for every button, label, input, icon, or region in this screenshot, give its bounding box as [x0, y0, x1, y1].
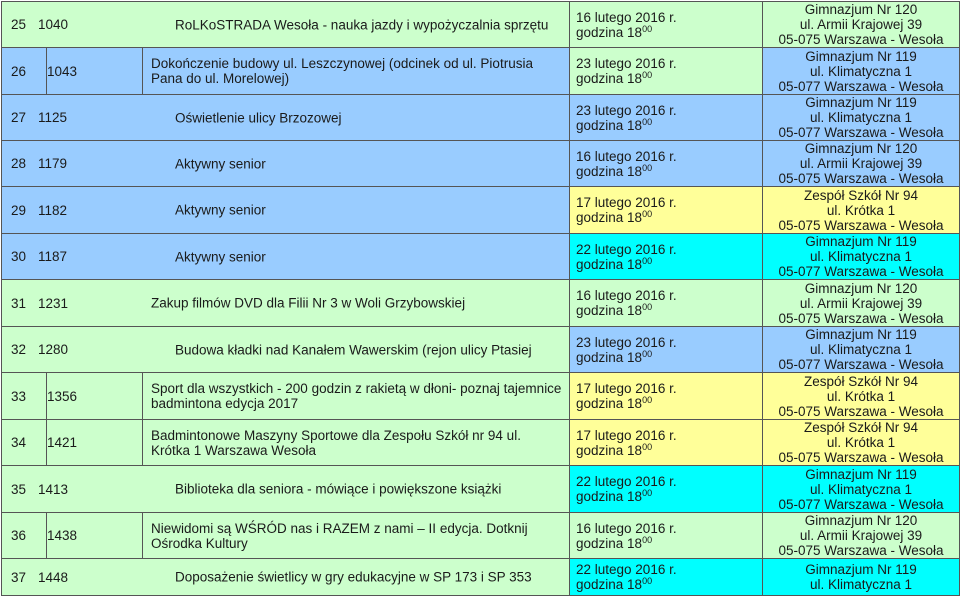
project-name: Biblioteka dla seniora - mówiące i powiększone książki	[175, 481, 502, 497]
project-cell	[2, 2, 570, 48]
meeting-hour: godzina 18	[576, 117, 643, 133]
row-number: 31	[11, 295, 27, 311]
project-name-cell	[143, 420, 570, 466]
meeting-time	[576, 257, 762, 272]
venue-cell	[763, 234, 960, 280]
venue-cell	[763, 141, 960, 187]
meeting-date: 22 lutego 2016 r.	[576, 474, 677, 489]
meeting-minutes: 00	[642, 209, 653, 219]
meeting-date: 22 lutego 2016 r.	[576, 241, 677, 257]
meeting-minutes: 00	[642, 116, 653, 127]
meeting-time	[576, 118, 762, 133]
meeting-date: 23 lutego 2016 r.	[576, 334, 677, 350]
meeting-hour: godzina 18	[576, 303, 643, 318]
venue-street: ul. Armii Krajowej 39	[799, 156, 923, 171]
table-row	[2, 2, 960, 48]
venue-name: Gimnazjum Nr 119	[805, 562, 917, 577]
project-name: Aktywny senior	[175, 202, 266, 218]
meeting-hour: godzina 18	[576, 535, 643, 551]
row-number: 35	[11, 481, 27, 497]
project-id: 1040	[38, 17, 69, 32]
venue-street: ul. Klimatyczna 1	[809, 577, 913, 592]
venue-cell	[763, 466, 960, 513]
venue-name: Gimnazjum Nr 119	[805, 234, 917, 249]
row-number: 33	[11, 388, 27, 404]
row-number: 27	[11, 110, 27, 125]
date-cell	[570, 466, 763, 513]
meeting-date: 16 lutego 2016 r.	[576, 9, 677, 25]
venue-name: Zespół Szkół Nr 94	[803, 373, 919, 389]
project-id: 1231	[38, 295, 69, 311]
project-name: Doposażenie świetlicy w gry edukacyjne w SP 173 i SP 353	[175, 569, 532, 585]
meeting-minutes: 00	[642, 395, 653, 405]
project-name-cell	[143, 373, 570, 420]
venue-name: Gimnazjum Nr 119	[805, 327, 917, 342]
project-cell	[2, 187, 570, 234]
row-number: 26	[11, 63, 27, 79]
table-row	[2, 420, 960, 466]
venue-cell	[763, 559, 960, 596]
date-cell	[570, 141, 763, 187]
meeting-date: 17 lutego 2016 r.	[576, 427, 677, 443]
meeting-time	[576, 71, 762, 86]
venue-city: 05-075 Warszawa - Wesoła	[778, 217, 944, 233]
project-id-cell	[47, 420, 143, 466]
table-row	[2, 373, 960, 420]
table-row	[2, 234, 960, 280]
meeting-hour: godzina 18	[576, 163, 643, 179]
project-name-cell	[143, 513, 570, 559]
project-id: 1043	[47, 63, 78, 79]
table-row	[2, 280, 960, 327]
venue-street: ul. Armii Krajowej 39	[799, 295, 923, 311]
venue-cell	[763, 513, 960, 559]
venue-city: 05-075 Warszawa - Wesoła	[778, 310, 944, 326]
row-number: 36	[11, 528, 27, 543]
project-id: 1413	[38, 481, 69, 497]
date-cell	[570, 187, 763, 234]
meeting-minutes: 00	[642, 488, 653, 498]
venue-name: Zespół Szkół Nr 94	[803, 187, 919, 203]
meeting-hour: godzina 18	[576, 577, 643, 592]
project-id: 1280	[38, 342, 69, 357]
venue-street: ul. Krótka 1	[826, 388, 896, 404]
meeting-hour: godzina 18	[576, 396, 643, 411]
row-number-cell	[2, 373, 47, 420]
project-cell	[2, 466, 570, 513]
venue-street: ul. Klimatyczna 1	[809, 481, 913, 497]
meeting-minutes: 00	[642, 162, 653, 173]
venue-name: Gimnazjum Nr 120	[804, 513, 918, 528]
row-number: 28	[11, 156, 27, 171]
table-row	[2, 513, 960, 559]
table-row	[2, 466, 960, 513]
row-number: 32	[11, 342, 27, 357]
project-name: Budowa kładki nad Kanałem Wawerskim (rejon ulicy Ptasiej	[175, 342, 532, 357]
table-row	[2, 95, 960, 141]
date-cell	[570, 95, 763, 141]
meeting-date: 22 lutego 2016 r.	[576, 562, 677, 577]
venue-name: Gimnazjum Nr 119	[805, 466, 917, 482]
venue-city: 05-075 Warszawa - Wesoła	[778, 543, 944, 558]
project-id-cell	[47, 48, 143, 95]
row-number: 25	[11, 17, 27, 32]
meeting-date: 16 lutego 2016 r.	[576, 288, 677, 303]
venue-street: ul. Armii Krajowej 39	[799, 528, 923, 543]
meeting-time	[576, 577, 762, 592]
venue-city: 05-077 Warszawa - Wesoła	[778, 125, 944, 140]
project-cell	[2, 141, 570, 187]
project-id: 1187	[38, 249, 68, 264]
project-cell	[2, 234, 570, 280]
project-cell	[2, 95, 570, 141]
date-cell	[570, 327, 763, 373]
venue-name: Gimnazjum Nr 120	[804, 280, 918, 296]
meeting-minutes: 00	[642, 441, 653, 452]
venue-name: Gimnazjum Nr 119	[805, 95, 917, 110]
venue-street: ul. Armii Krajowej 39	[799, 17, 923, 32]
venue-city: 05-075 Warszawa - Wesoła	[778, 403, 944, 419]
project-name: Dokończenie budowy ul. Leszczynowej (odcinek od ul. Piotrusia Pana do ul. Morelowej)	[151, 56, 533, 86]
table-row	[2, 187, 960, 234]
meeting-date: 23 lutego 2016 r.	[576, 102, 677, 118]
table-row	[2, 559, 960, 596]
meeting-time	[576, 210, 762, 225]
project-name: Niewidomi są WŚRÓD nas i RAZEM z nami – II edycja. Dotknij Ośrodka Kultury	[151, 520, 528, 551]
venue-cell	[763, 280, 960, 327]
row-number: 30	[11, 249, 27, 264]
project-id: 1356	[47, 388, 78, 404]
meeting-minutes: 00	[642, 23, 653, 34]
date-cell	[570, 234, 763, 280]
date-cell	[570, 373, 763, 420]
project-name-cell	[143, 48, 570, 95]
date-cell	[570, 280, 763, 327]
venue-city: 05-077 Warszawa - Wesoła	[778, 357, 944, 372]
meeting-hour: godzina 18	[576, 210, 643, 225]
meeting-minutes: 00	[642, 70, 653, 80]
venue-street: ul. Klimatyczna 1	[809, 63, 913, 79]
project-id: 1421	[47, 435, 78, 450]
date-cell	[570, 559, 763, 596]
row-number: 34	[11, 435, 27, 450]
meeting-hour: godzina 18	[576, 256, 643, 272]
venue-city: 05-075 Warszawa - Wesoła	[778, 32, 944, 47]
project-id: 1438	[47, 528, 78, 543]
meeting-time	[576, 396, 762, 411]
project-name: Aktywny senior	[175, 249, 266, 264]
meeting-time	[576, 303, 762, 318]
meeting-hour: godzina 18	[576, 24, 643, 40]
venue-cell	[763, 187, 960, 234]
venue-cell	[763, 95, 960, 141]
venue-cell	[763, 327, 960, 373]
project-cell	[2, 327, 570, 373]
date-cell	[570, 2, 763, 48]
meeting-minutes: 00	[642, 255, 653, 266]
venue-name: Zespół Szkół Nr 94	[803, 420, 919, 435]
row-number-cell	[2, 48, 47, 95]
row-number-cell	[2, 513, 47, 559]
venue-city: 05-077 Warszawa - Wesoła	[778, 264, 944, 279]
venue-city: 05-077 Warszawa - Wesoła	[778, 78, 944, 94]
date-cell	[570, 48, 763, 95]
date-cell	[570, 513, 763, 559]
meeting-hour: godzina 18	[576, 489, 643, 504]
meeting-hour: godzina 18	[576, 71, 643, 86]
venue-street: ul. Klimatyczna 1	[809, 249, 913, 264]
venue-street: ul. Krótka 1	[826, 202, 896, 218]
row-number: 29	[11, 202, 27, 218]
venue-cell	[763, 48, 960, 95]
meeting-time	[576, 489, 762, 504]
venue-name: Gimnazjum Nr 119	[805, 48, 917, 64]
venue-street: ul. Krótka 1	[826, 435, 896, 450]
row-number: 37	[11, 569, 27, 585]
meeting-date: 16 lutego 2016 r.	[576, 520, 677, 536]
meeting-time	[576, 443, 762, 458]
project-name: Oświetlenie ulicy Brzozowej	[175, 110, 342, 125]
meeting-minutes: 00	[642, 534, 653, 545]
project-name: Zakup filmów DVD dla Filii Nr 3 w Woli Grzybowskiej	[151, 295, 466, 311]
meeting-minutes: 00	[642, 302, 653, 312]
schedule-table	[1, 1, 960, 596]
venue-cell	[763, 420, 960, 466]
table-row	[2, 327, 960, 373]
meeting-date: 23 lutego 2016 r.	[576, 56, 677, 71]
table-row	[2, 141, 960, 187]
project-name: Badmintonowe Maszyny Sportowe dla Zespołu Szkół nr 94 ul. Krótka 1 Warszawa Wesoła	[151, 427, 521, 458]
venue-city: 05-077 Warszawa - Wesoła	[778, 496, 944, 512]
meeting-hour: godzina 18	[576, 349, 643, 365]
project-id-cell	[47, 513, 143, 559]
date-cell	[570, 420, 763, 466]
venue-cell	[763, 373, 960, 420]
venue-name: Gimnazjum Nr 120	[804, 141, 918, 156]
meeting-date: 17 lutego 2016 r.	[576, 381, 677, 396]
meeting-minutes: 00	[642, 348, 653, 359]
project-cell	[2, 280, 570, 327]
venue-city: 05-075 Warszawa - Wesoła	[778, 171, 944, 186]
project-name: RoLKoSTRADA Wesoła - nauka jazdy i wypożyczalnia sprzętu	[175, 17, 549, 32]
table-row	[2, 48, 960, 95]
meeting-time	[576, 350, 762, 365]
project-cell	[2, 559, 570, 596]
meeting-date: 17 lutego 2016 r.	[576, 195, 677, 210]
project-name: Aktywny senior	[175, 156, 266, 171]
venue-city: 05-075 Warszawa - Wesoła	[778, 450, 944, 465]
project-id: 1448	[38, 569, 69, 585]
project-id: 1179	[38, 156, 68, 171]
venue-cell	[763, 2, 960, 48]
venue-name: Gimnazjum Nr 120	[804, 2, 918, 17]
meeting-date: 16 lutego 2016 r.	[576, 148, 677, 164]
meeting-hour: godzina 18	[576, 442, 643, 458]
project-id: 1125	[38, 110, 68, 125]
venue-street: ul. Klimatyczna 1	[809, 110, 913, 125]
meeting-time	[576, 536, 762, 551]
meeting-time	[576, 164, 762, 179]
meeting-minutes: 00	[642, 576, 653, 586]
project-name: Sport dla wszystkich - 200 godzin z rakietą w dłoni- poznaj tajemnice badmintona edycja 2017	[151, 381, 562, 411]
meeting-time	[576, 25, 762, 40]
venue-street: ul. Klimatyczna 1	[809, 342, 913, 357]
project-id: 1182	[38, 202, 68, 218]
project-id-cell	[47, 373, 143, 420]
row-number-cell	[2, 420, 47, 466]
